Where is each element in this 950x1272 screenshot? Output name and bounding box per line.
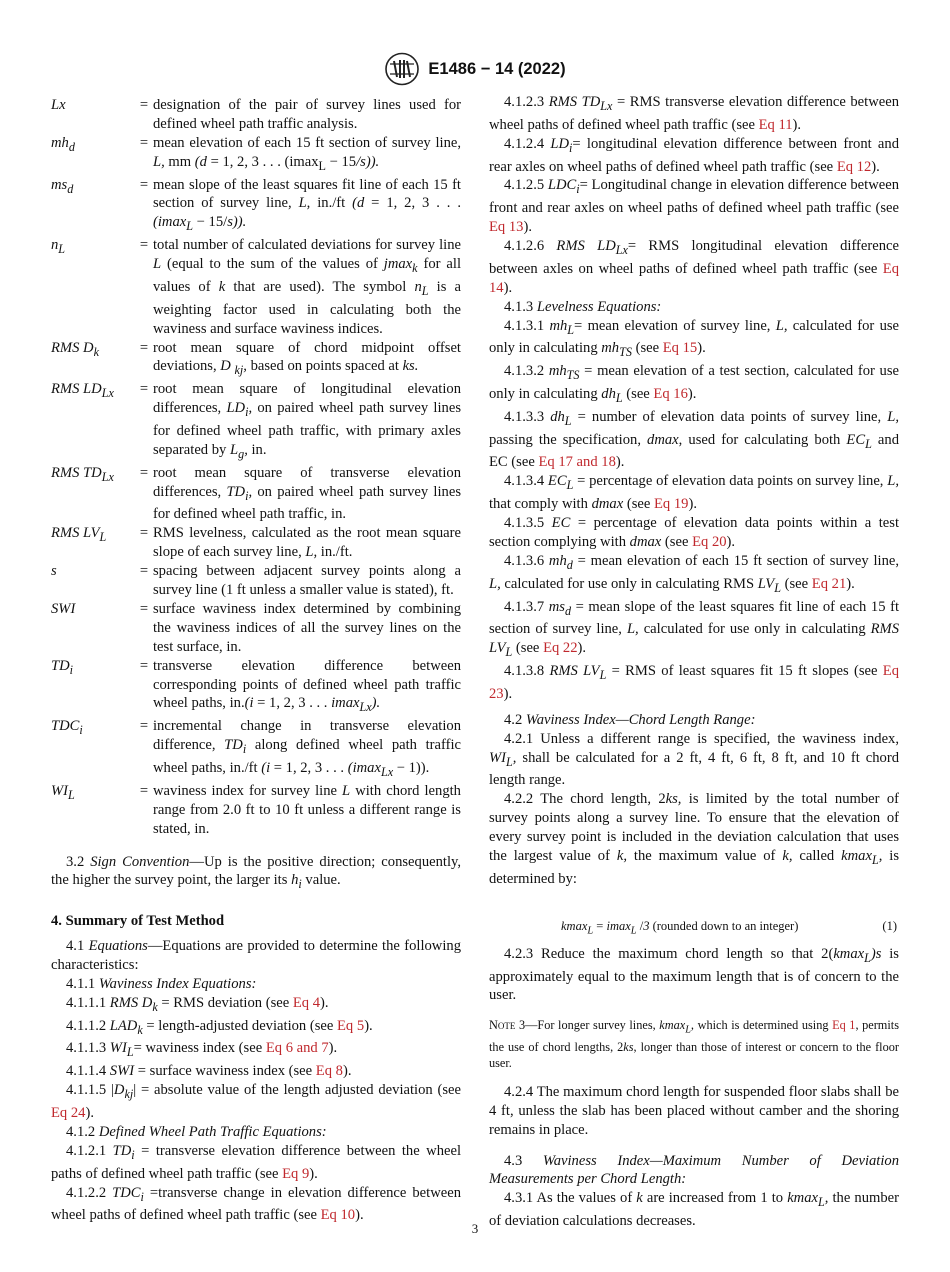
eq-link[interactable]: Eq 21: [811, 575, 847, 592]
para-4-1-3-5: 4.1.3.5 EC = percentage of elevation data points within a test section complying with dmax (see Eq 20).: [489, 515, 900, 550]
para-4-1-3-8: 4.1.3.8 RMS $LV_L$ = RMS of least squares fit 15 ft slopes (see Eq 23).: [489, 663, 900, 702]
eq-link[interactable]: Eq 9: [282, 1165, 310, 1182]
eq-link[interactable]: Eq 5: [337, 1017, 365, 1034]
page-number: 3: [471, 1221, 479, 1236]
def-term: $n_L$: [51, 237, 66, 257]
eq-link[interactable]: Eq 20: [692, 534, 727, 550]
para-4-1-2: 4.1.2 Defined Wheel Path Traffic Equations:: [66, 1123, 327, 1140]
def-term: $mh_d$: [51, 134, 75, 154]
para-4-1-3-7: 4.1.3.7 $ms_d$ = mean slope of the least squares fit line of each 15 ft section of survey line, L, calculated for use only in calculating RMS $LV_L$ (see Eq 22).: [489, 598, 899, 660]
def-term: $TD_i$: [51, 657, 74, 677]
def-desc: waviness index for survey line L with chord length range from 2.0 ft to 10 ft unless a different range is stated, in.: [153, 782, 461, 837]
def-desc: transverse elevation difference between corresponding points of defined wheel path traffic wheel paths, in.(i = 1, 2, 3 . . . imax$_{Lx}$).: [153, 657, 461, 715]
def-desc: RMS levelness, calculated as the root mean square slope of each survey line, L, in./ft.: [153, 525, 461, 561]
equation-1-formula: kmax$_L$ = imax$_L$ /3 (rounded down to an integer): [561, 918, 799, 937]
page-header: [0, 52, 950, 86]
para-4-1-3-1: 4.1.3.1 $mh_L=$ mean elevation of survey line, L, calculated for use only in calculating $mh_{TS}$ (see Eq 15).: [489, 317, 900, 360]
def-desc: mean elevation of each 15 ft section of survey line, L, mm (d = 1, 2, 3 . . . (imax$_L$ − 15/s)).: [153, 134, 461, 173]
def-term: $WI_L$: [51, 782, 75, 802]
para-4-2-3: 4.2.3 Reduce the maximum chord length so that 2(kmax$_L$)s is approximately equal to the maximum length that is of concern to the user.: [489, 945, 899, 1004]
left-column: [51, 96, 461, 1225]
eq-link[interactable]: Eq 12: [836, 158, 872, 175]
astm-logo: [384, 52, 420, 86]
document-designation: E1486 − 14 (2022): [428, 59, 566, 78]
eq-link[interactable]: Eq 19: [653, 496, 689, 513]
note-3: Note 3—For longer survey lines, kmax$_L$, which is determined using Eq 1, permits the use of chord lengths, 2ks, longer than those of interest or concern to the floor user.: [489, 1018, 899, 1070]
para-4-1-3: 4.1.3 Levelness Equations:: [504, 298, 662, 315]
def-desc: spacing between adjacent survey points along a survey line (1 ft unless a smaller value is stated), ft.: [153, 563, 461, 598]
eq-link[interactable]: Eq 13: [489, 219, 524, 236]
para-4-2-1: 4.2.1 Unless a different range is specified, the waviness index, $WI_L$, shall be calculated for a 2 ft, 4 ft, 6 ft, 8 ft, and 10 ft chord length range.: [489, 730, 899, 789]
para-4-1-1-4: 4.1.1.4 SWI = surface waviness index (see Eq 8).: [66, 1063, 352, 1080]
def-desc: root mean square of chord midpoint offset deviations, D $_{kj}$, based on points spaced at ks.: [153, 339, 461, 378]
def-term: Lx: [51, 97, 66, 113]
right-column: [489, 93, 899, 1231]
para-4-1-2-1: 4.1.2.1 $TD_i$ = transverse elevation difference between the wheel paths of defined wheel path traffic (see Eq 9).: [51, 1142, 461, 1182]
def-term: RMS $LD_{Lx}$: [51, 381, 114, 401]
para-4-1: 4.1 Equations—Equations are provided to determine the following characteristics:: [51, 938, 461, 974]
eq-link[interactable]: Eq 6 and 7: [265, 1040, 329, 1057]
def-term: RMS $D_k$: [51, 339, 99, 359]
para-4-3: 4.3 Waviness Index—Maximum Number of Deviation Measurements per Chord Length:: [489, 1152, 899, 1188]
eq-link[interactable]: Eq 24: [51, 1105, 86, 1121]
para-4-1-1-2: 4.1.1.2 $LAD_k$ = length-adjusted deviation (see Eq 5).: [66, 1017, 373, 1037]
def-desc: root mean square of longitudinal elevation differences, $LD_i$, on paired wheel path survey lines for defined wheel path traffic, with primary axles separated by $L_g$, in.: [153, 381, 461, 461]
def-desc: designation of the pair of survey lines used for defined wheel path traffic analysis.: [153, 97, 461, 132]
para-4-1-2-4: 4.1.2.4 $LD_i=$ longitudinal elevation difference between front and rear axles on wheel paths of defined wheel path traffic (see Eq 12).: [489, 135, 900, 175]
def-term: SWI: [51, 600, 76, 617]
para-4-1-3-6: 4.1.3.6 $mh_d$ = mean elevation of each 15 ft section of survey line, L, calculated for use only in calculating RMS $LV_L$ (see Eq 21).: [489, 552, 900, 595]
eq-link[interactable]: Eq 17 and 18: [538, 454, 616, 471]
eq-link[interactable]: Eq 4: [292, 994, 321, 1011]
para-4-1-2-3: 4.1.2.3 RMS $TD_{Lx}$ = RMS transverse elevation difference between wheel paths of defined wheel path traffic (see Eq 11).: [489, 94, 900, 133]
def-desc: surface waviness index determined by combining the waviness indices of all the survey lines on the test surface, in.: [153, 600, 461, 655]
eq-link[interactable]: Eq 22: [543, 640, 578, 657]
para-4-1-3-2: 4.1.3.2 $mh_{TS}$ = mean elevation of a test section, calculated for use only in calculating $dh_L$ (see Eq 16).: [489, 363, 900, 405]
para-4-1-2-5: 4.1.2.5 $LDC_i=$ Longitudinal change in elevation difference between front and rear axles on wheel paths of defined wheel path traffic (see Eq 13).: [489, 177, 900, 236]
para-4-1-1-3: 4.1.1.3 $WI_L=$ waviness index (see Eq 6 and 7).: [66, 1040, 338, 1060]
para-4-1-1: 4.1.1 Waviness Index Equations:: [66, 975, 257, 992]
eq-link[interactable]: Eq 8: [315, 1063, 343, 1080]
equation-1-number: (1): [882, 918, 897, 933]
para-4-1-1-1: 4.1.1.1 RMS $D_k$ = RMS deviation (see Eq 4).: [66, 994, 329, 1014]
para-4-1-1-5: 4.1.1.5 $|D_{kj}|$ = absolute value of the length adjusted deviation (see Eq 24).: [51, 1082, 462, 1121]
eq-link[interactable]: Eq 15: [662, 340, 698, 357]
def-desc: incremental change in transverse elevation difference, $TD_i$ along defined wheel path traffic wheel paths, in./ft (i = 1, 2, 3 . . . (imax$_{Lx}$ − 1)).: [153, 718, 461, 779]
para-4-1-3-4: 4.1.3.4 $EC_L$ = percentage of elevation data points on survey line, L, that comply with dmax (see Eq 19).: [489, 473, 899, 513]
eq-link[interactable]: Eq 16: [653, 386, 688, 403]
para-4-1-2-6: 4.1.2.6 RMS $LD_{Lx}=$ RMS longitudinal elevation difference between axles on wheel paths of defined wheel path traffic (see Eq 14).: [489, 238, 899, 296]
def-term: RMS $LV_L$: [51, 525, 107, 545]
def-term: $TDC_i$: [51, 718, 83, 738]
sign-convention: 3.2 Sign Convention—Up is the positive direction; consequently, the higher the survey point, the larger its $h_i$ value.: [51, 853, 461, 892]
def-desc: root mean square of transverse elevation differences, $TD_i$, on paired wheel path survey lines for defined wheel path traffic, in.: [153, 464, 461, 523]
def-term: RMS $TD_{Lx}$: [51, 464, 114, 484]
para-4-3-1: 4.3.1 As the values of k are increased from 1 to kmax$_L$, the number of deviation calculations decreases.: [489, 1190, 899, 1230]
eq-link[interactable]: Eq 14: [489, 260, 899, 296]
para-4-2: 4.2 Waviness Index—Chord Length Range:: [504, 711, 756, 728]
section-4-title: 4. Summary of Test Method: [51, 913, 225, 930]
def-desc: mean slope of the least squares fit line of each 15 ft section of survey line, L, in./ft (d = 1, 2, 3 . . . (imax$_L$ − 15/s)).: [153, 176, 461, 234]
para-4-2-4: 4.2.4 The maximum chord length for suspended floor slabs shall be 4 ft, unless the slab has been placed without camber and the shoring remains in place.: [489, 1083, 899, 1138]
def-term: $ms_d$: [51, 176, 74, 196]
eq-link[interactable]: Eq 1: [832, 1018, 856, 1033]
para-4-1-3-3: 4.1.3.3 $dh_L$ = number of elevation data points of survey line, L, passing the specification, dmax, used for calculating both $EC_L$ and EC (see Eq 17 and 18).: [489, 408, 899, 471]
equation-1: [489, 911, 899, 945]
definitions-list: Lx = designation of the pair of survey lines used for defined wheel path traffic analysis. $mh_d$ = mean elevation of each 15 ft section of survey line, L, mm (d = 1, 2, 3 . . . (imax$_L$ − 15/s)). $ms_d$ = mean slope of the least squares fit line of each 15 ft section of survey line, L, in./ft (d = 1, 2, 3 . . . (imax$_L$ − 15/s)). $n_L$ = total number of calculated deviations for survey line L (equal to the sum of the values of jmax$_k$ for all values of k that are used). The symbol $n_L$ is a weighting factor used in calculating both the waviness and surface waviness indices. RMS $D_k$ = root mean square of chord midpoint offset deviations, D $_{kj}$, based on points spaced at ks. RMS $LD_{Lx}$ = root mean square of longitudinal elevation differences, $LD_i$, on paired wheel path survey lines for defined wheel path traffic, with primary axles separated by $L_g$, in. RMS $TD_{Lx}$ = root mean square of transverse elevation differences, $TD_i$, on paired wheel path survey lines for defined wheel path traffic, in. RMS $LV_L$ = RMS levelness, calculated as the root mean square slope of each survey line, L, in./ft. s = spacing between adjacent survey points along a survey line (1 ft unless a smaller value is stated), ft. SWI = surface waviness index determined by combining the waviness indices of all the survey lines on the test surface, in. $TD_i$ = transverse elevation difference between corresponding points of defined wheel path traffic wheel paths, in.(i = 1, 2, 3 . . . imax$_{Lx}$). $TDC_i$ = incremental change in transverse elevation difference, $TD_i$ along defined wheel path traffic wheel paths, in./ft (i = 1, 2, 3 . . . (imax$_{Lx}$ − 1)). $WI_L$ = waviness index for survey line L with chord length range from 2.0 ft to 10 ft unless a different range is stated, in.: [51, 97, 461, 837]
eq-link[interactable]: Eq 23: [489, 663, 900, 702]
eq-link[interactable]: Eq 10: [320, 1207, 356, 1224]
para-4-2-2: 4.2.2 The chord length, 2ks, is limited by the total number of survey points along a survey line. To ensure that the elevation of every survey point is included in the deviation calculation that uses the largest value of k, the maximum value of k, called kmax$_L$, is determined by:: [489, 791, 900, 887]
eq-link[interactable]: Eq 11: [758, 116, 793, 133]
def-desc: total number of calculated deviations for survey line L (equal to the sum of the values of jmax$_k$ for all values of k that are used). The symbol $n_L$ is a weighting factor used in calculating both the waviness and surface waviness indices.: [153, 237, 461, 337]
def-term: s: [51, 563, 57, 580]
para-4-1-2-2: 4.1.2.2 $TDC_i$ =transverse change in elevation difference between wheel paths of defined wheel path traffic (see Eq 10).: [51, 1184, 461, 1224]
